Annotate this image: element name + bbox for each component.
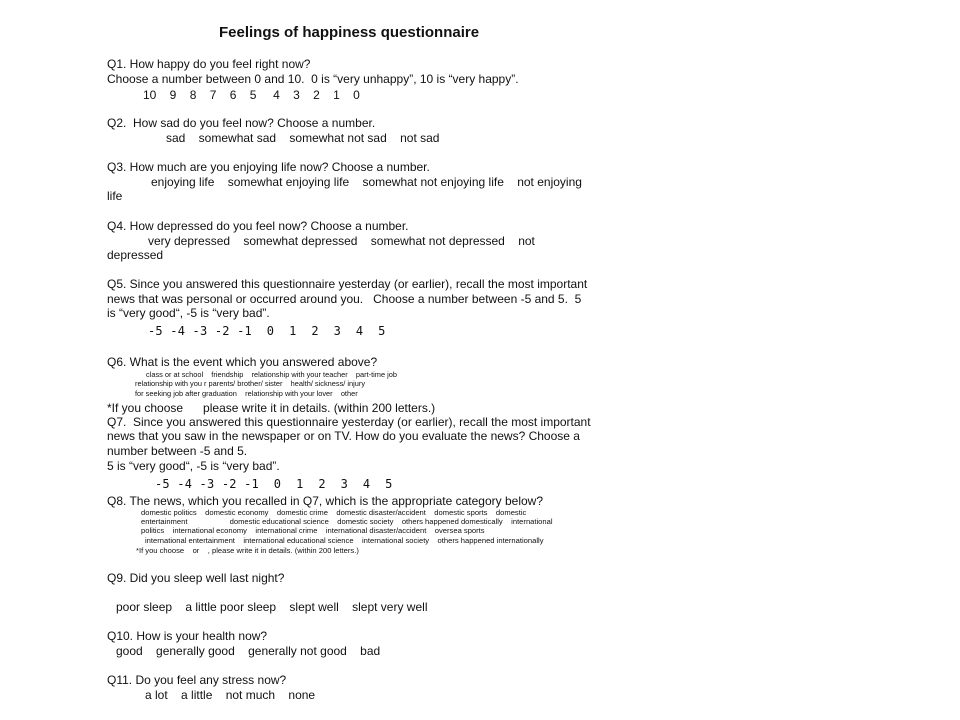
q1-scale: 10 9 8 7 6 5 4 3 2 1 0 [143, 88, 360, 102]
q8-categories-4: international entertainment international educational science international society others happened internationally [145, 536, 544, 545]
q7-line-4: 5 is “very good“, -5 is “very bad”. [107, 459, 280, 473]
q8-note: *If you choose or , please write it in details. (within 200 letters.) [136, 546, 359, 555]
q3-options: enjoying life somewhat enjoying life somewhat not enjoying life not enjoying [151, 175, 582, 189]
q4-question: Q4. How depressed do you feel now? Choose a number. [107, 219, 409, 233]
q1-instruction: Choose a number between 0 and 10. 0 is “very unhappy”, 10 is “very happy”. [107, 72, 519, 86]
q10-options: good generally good generally not good bad [116, 644, 381, 658]
q8-categories-2: entertainment domestic educational science domestic society others happened domestically international [141, 517, 553, 526]
q2-question: Q2. How sad do you feel now? Choose a number. [107, 116, 376, 130]
q8-categories-1: domestic politics domestic economy domestic crime domestic disaster/accident domestic sports domestic [141, 508, 527, 517]
q8-question: Q8. The news, which you recalled in Q7, which is the appropriate category below? [107, 494, 544, 508]
q11-options: a lot a little not much none [145, 688, 316, 702]
q2-options: sad somewhat sad somewhat not sad not sad [166, 131, 440, 145]
q8-categories-3: politics international economy international crime international disaster/accident oversea sports [141, 526, 485, 535]
q9-options: poor sleep a little poor sleep slept well slept very well [116, 600, 428, 614]
q5-line-2: news that was personal or occurred around you. Choose a number between -5 and 5. 5 [107, 292, 582, 306]
q6-categories-1: class or at school friendship relationship with your teacher part-time job [146, 370, 397, 379]
q3-options-continued: life [107, 189, 123, 203]
q7-line-1: Q7. Since you answered this questionnaire yesterday (or earlier), recall the most important [107, 415, 591, 429]
q9-question: Q9. Did you sleep well last night? [107, 571, 285, 585]
q7-line-3: number between -5 and 5. [107, 444, 248, 458]
q6-question: Q6. What is the event which you answered above? [107, 355, 378, 369]
q1-question: Q1. How happy do you feel right now? [107, 57, 311, 71]
q6-note: *If you choose please write it in details. (within 200 letters.) [107, 401, 436, 415]
q3-question: Q3. How much are you enjoying life now? Choose a number. [107, 160, 430, 174]
q4-options: very depressed somewhat depressed somewhat not depressed not [148, 234, 535, 248]
q5-scale: -5 -4 -3 -2 -1 0 1 2 3 4 5 [148, 324, 386, 338]
q5-line-3: is “very good“, -5 is “very bad”. [107, 306, 270, 320]
q7-line-2: news that you saw in the newspaper or on TV. How do you evaluate the news? Choose a [107, 429, 580, 443]
q7-scale: -5 -4 -3 -2 -1 0 1 2 3 4 5 [155, 477, 393, 491]
q6-categories-3: for seeking job after graduation relationship with your lover other [135, 389, 358, 398]
q5-line-1: Q5. Since you answered this questionnaire yesterday (or earlier), recall the most important [107, 277, 588, 291]
q10-question: Q10. How is your health now? [107, 629, 268, 643]
q6-categories-2: relationship with you r parents/ brother/ sister health/ sickness/ injury [135, 379, 366, 388]
q4-options-continued: depressed [107, 248, 164, 262]
q11-question: Q11. Do you feel any stress now? [107, 673, 287, 687]
document-title: Feelings of happiness questionnaire [219, 24, 480, 41]
